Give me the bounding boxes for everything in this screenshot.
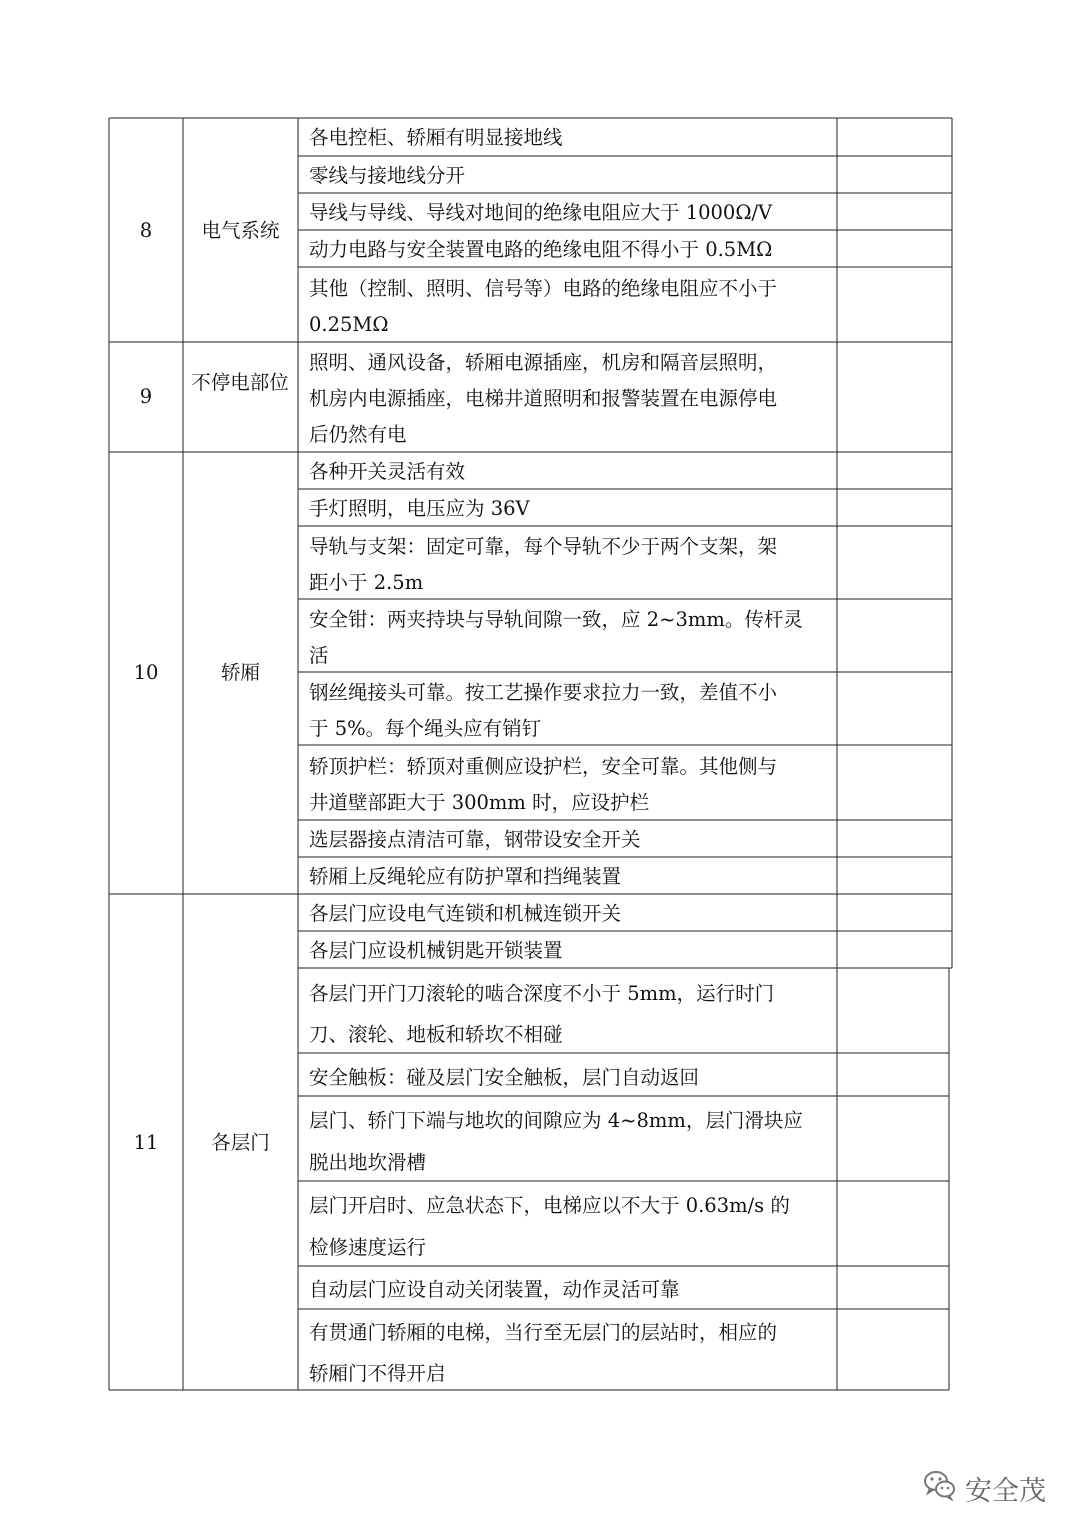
section-category: 轿厢 xyxy=(220,661,260,684)
check-item-line: 安全钳：两夹持块与导轨间隙一致，应 2~3mm。传杆灵 xyxy=(309,608,803,631)
check-item: 各层门应设机械钥匙开锁装置 xyxy=(309,939,563,962)
check-item-line: 后仍然有电 xyxy=(309,423,407,446)
check-item-line: 机房内电源插座，电梯井道照明和报警装置在电源停电 xyxy=(309,387,778,410)
check-item-line: 其他（控制、照明、信号等）电路的绝缘电阻应不小于 xyxy=(309,277,778,300)
check-item-line: 脱出地坎滑槽 xyxy=(309,1151,427,1174)
check-item-line: 距小于 2.5m xyxy=(309,571,424,594)
section-category: 不停电部位 xyxy=(191,371,289,394)
section-category: 电气系统 xyxy=(201,219,280,242)
check-item-line: 0.25MΩ xyxy=(309,313,389,336)
section-category: 各层门 xyxy=(211,1131,270,1154)
section-number: 11 xyxy=(133,1131,159,1154)
check-item-line: 检修速度运行 xyxy=(309,1236,427,1259)
check-item: 安全触板：碰及层门安全触板，层门自动返回 xyxy=(309,1066,700,1089)
check-item-line: 轿顶护栏：轿顶对重侧应设护栏，安全可靠。其他侧与 xyxy=(309,755,778,778)
section-number: 9 xyxy=(139,385,153,408)
check-item-line: 井道壁部距大于 300mm 时，应设护栏 xyxy=(309,791,650,814)
check-item: 自动层门应设自动关闭装置，动作灵活可靠 xyxy=(309,1278,680,1301)
section-number: 8 xyxy=(139,219,153,242)
check-item: 各层门应设电气连锁和机械连锁开关 xyxy=(309,902,622,925)
check-item: 导线与导线、导线对地间的绝缘电阻应大于 1000Ω/V xyxy=(309,201,773,224)
check-item: 轿厢上反绳轮应有防护罩和挡绳装置 xyxy=(309,865,622,888)
check-item: 各种开关灵活有效 xyxy=(309,460,466,483)
check-item-line: 钢丝绳接头可靠。按工艺操作要求拉力一致，差值不小 xyxy=(309,681,778,704)
check-item-line: 轿厢门不得开启 xyxy=(309,1362,446,1385)
watermark xyxy=(923,1466,1046,1510)
check-item-line: 有贯通门轿厢的电梯，当行至无层门的层站时，相应的 xyxy=(309,1321,778,1344)
check-item: 零线与接地线分开 xyxy=(309,164,466,187)
check-item: 各电控柜、轿厢有明显接地线 xyxy=(309,126,563,149)
check-item: 动力电路与安全装置电路的绝缘电阻不得小于 0.5MΩ xyxy=(309,238,773,261)
wechat-icon xyxy=(923,1468,957,1509)
check-item-line: 各层门开门刀滚轮的啮合深度不小于 5mm，运行时门 xyxy=(309,982,775,1005)
check-item-line: 照明、通风设备，轿厢电源插座，机房和隔音层照明， xyxy=(309,351,778,374)
check-item: 手灯照明，电压应为 36V xyxy=(309,497,530,520)
check-item-line: 刀、滚轮、地板和轿坎不相碰 xyxy=(309,1023,563,1046)
watermark-text: 安全茂 xyxy=(965,1475,1046,1507)
check-item-line: 于 5%。每个绳头应有销钉 xyxy=(309,717,542,740)
check-item-line: 活 xyxy=(309,644,329,667)
check-item-line: 导轨与支架：固定可靠，每个导轨不少于两个支架，架 xyxy=(309,535,778,558)
check-item-line: 层门开启时、应急状态下，电梯应以不大于 0.63m/s 的 xyxy=(309,1194,790,1217)
check-item-line: 层门、轿门下端与地坎的间隙应为 4~8mm，层门滑块应 xyxy=(309,1109,803,1132)
check-item: 选层器接点清洁可靠，钢带设安全开关 xyxy=(309,828,641,851)
section-number: 10 xyxy=(133,661,159,684)
